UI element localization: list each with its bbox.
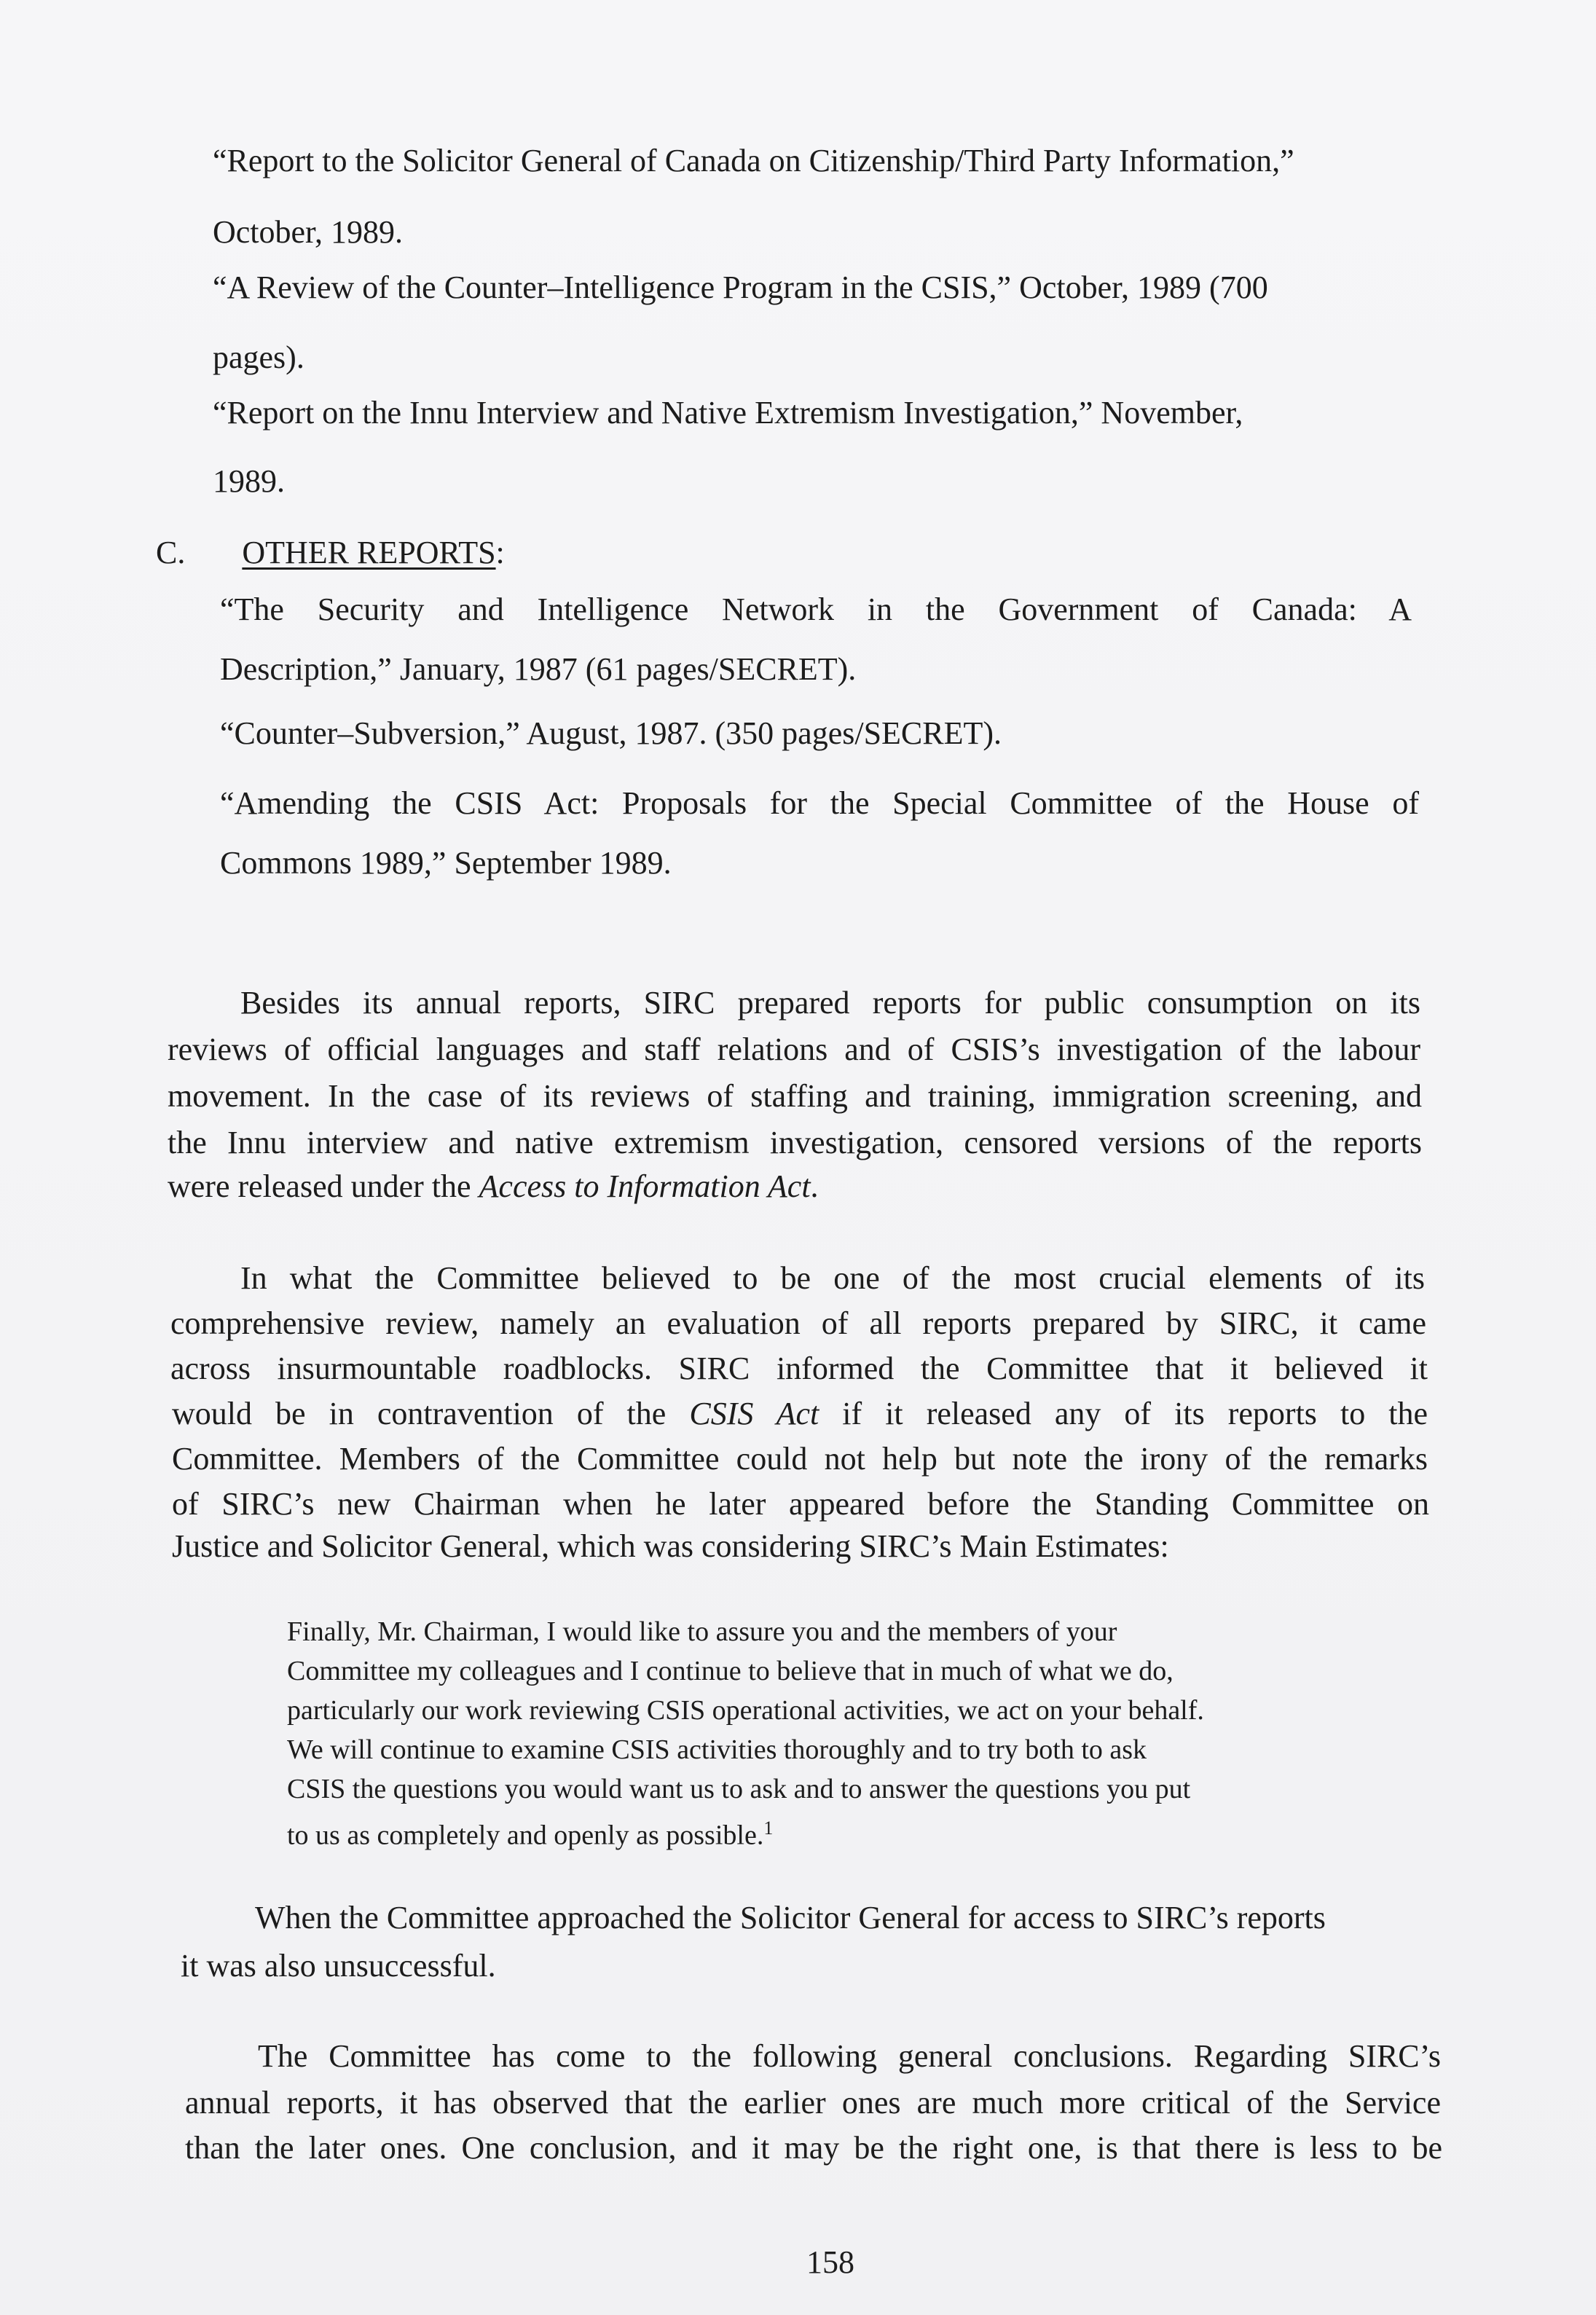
quote-line — [287, 1809, 773, 1855]
paragraph-line: the Innu interview and native extremism investigation, censored versions of the reports — [168, 1125, 1422, 1160]
paragraph-line — [168, 1166, 819, 1207]
paragraph-line: across insurmountable roadblocks. SIRC informed the Committee that it believed it — [170, 1351, 1428, 1386]
section-letter: C. — [156, 535, 186, 570]
report-item: “Counter–Subversion,” August, 1987. (350 pages/SECRET). — [220, 715, 1002, 751]
section-title-colon: : — [495, 535, 505, 570]
paragraph-line: Besides its annual reports, SIRC prepared reports for public consumption on its — [240, 985, 1420, 1021]
section-heading — [156, 532, 505, 573]
section-title: OTHER REPORTS — [242, 535, 496, 570]
report-item-continuation: pages). — [213, 339, 304, 375]
quote-line: Committee my colleagues and I continue to believe that in much of what we do, — [287, 1656, 1174, 1686]
text-run: were released under the — [168, 1168, 479, 1204]
paragraph-line: comprehensive review, namely an evaluation of all reports prepared by SIRC, it came — [170, 1305, 1426, 1341]
quote-line: We will continue to examine CSIS activities thoroughly and to try both to ask — [287, 1734, 1147, 1765]
paragraph-line — [172, 1391, 1428, 1436]
page-number: 158 — [806, 2244, 854, 2280]
paragraph-line: it was also unsuccessful. — [181, 1948, 496, 1984]
report-item-continuation: October, 1989. — [213, 214, 403, 250]
paragraph-line: The Committee has come to the following general conclusions. Regarding SIRC’s — [258, 2038, 1441, 2074]
paragraph-line: Justice and Solicitor General, which was considering SIRC’s Main Estimates: — [172, 1528, 1169, 1564]
paragraph-line: In what the Committee believed to be one of the most crucial elements of its — [240, 1260, 1425, 1296]
text-run: . — [810, 1168, 819, 1204]
text-run: if it released any of its reports to the — [819, 1396, 1428, 1431]
quote-line: Finally, Mr. Chairman, I would like to assure you and the members of your — [287, 1616, 1117, 1647]
text-run: to us as completely and openly as possible. — [287, 1820, 764, 1851]
paragraph-line: When the Committee approached the Solicitor General for access to SIRC’s reports — [255, 1900, 1326, 1935]
paragraph-line: than the later ones. One conclusion, and it may be the right one, is that there is less to be — [185, 2130, 1442, 2166]
text-run: would be in contravention of the — [172, 1396, 690, 1431]
report-item-continuation: 1989. — [213, 463, 285, 499]
report-item: “Report on the Innu Interview and Native Extremism Investigation,” November, — [213, 395, 1243, 431]
quote-line: CSIS the questions you would want us to ask and to answer the questions you put — [287, 1774, 1191, 1804]
italic-act-title: CSIS Act — [689, 1396, 819, 1431]
report-item-continuation: Commons 1989,” September 1989. — [220, 845, 672, 881]
paragraph-line: movement. In the case of its reviews of staffing and training, immigration screening, and — [168, 1078, 1422, 1114]
paragraph-line: reviews of official languages and staff relations and of CSIS’s investigation of the labour — [168, 1031, 1420, 1067]
footnote-reference: 1 — [763, 1817, 774, 1839]
italic-act-title: Access to Information Act — [479, 1168, 811, 1204]
report-item: “Report to the Solicitor General of Canada on Citizenship/Third Party Information,” — [213, 143, 1294, 178]
paragraph-line: of SIRC’s new Chairman when he later appeared before the Standing Committee on — [172, 1486, 1429, 1522]
quote-line: particularly our work reviewing CSIS operational activities, we act on your behalf. — [287, 1695, 1204, 1726]
paragraph-line: annual reports, it has observed that the earlier ones are much more critical of the Service — [185, 2085, 1441, 2121]
report-item: “The Security and Intelligence Network in the Government of Canada: A — [220, 591, 1412, 627]
report-item: “Amending the CSIS Act: Proposals for the Special Committee of the House of — [220, 785, 1419, 821]
paragraph-line: Committee. Members of the Committee could not help but note the irony of the remarks — [172, 1441, 1428, 1477]
report-item: “A Review of the Counter–Intelligence Program in the CSIS,” October, 1989 (700 — [213, 270, 1268, 305]
report-item-continuation: Description,” January, 1987 (61 pages/SECRET). — [220, 651, 857, 687]
